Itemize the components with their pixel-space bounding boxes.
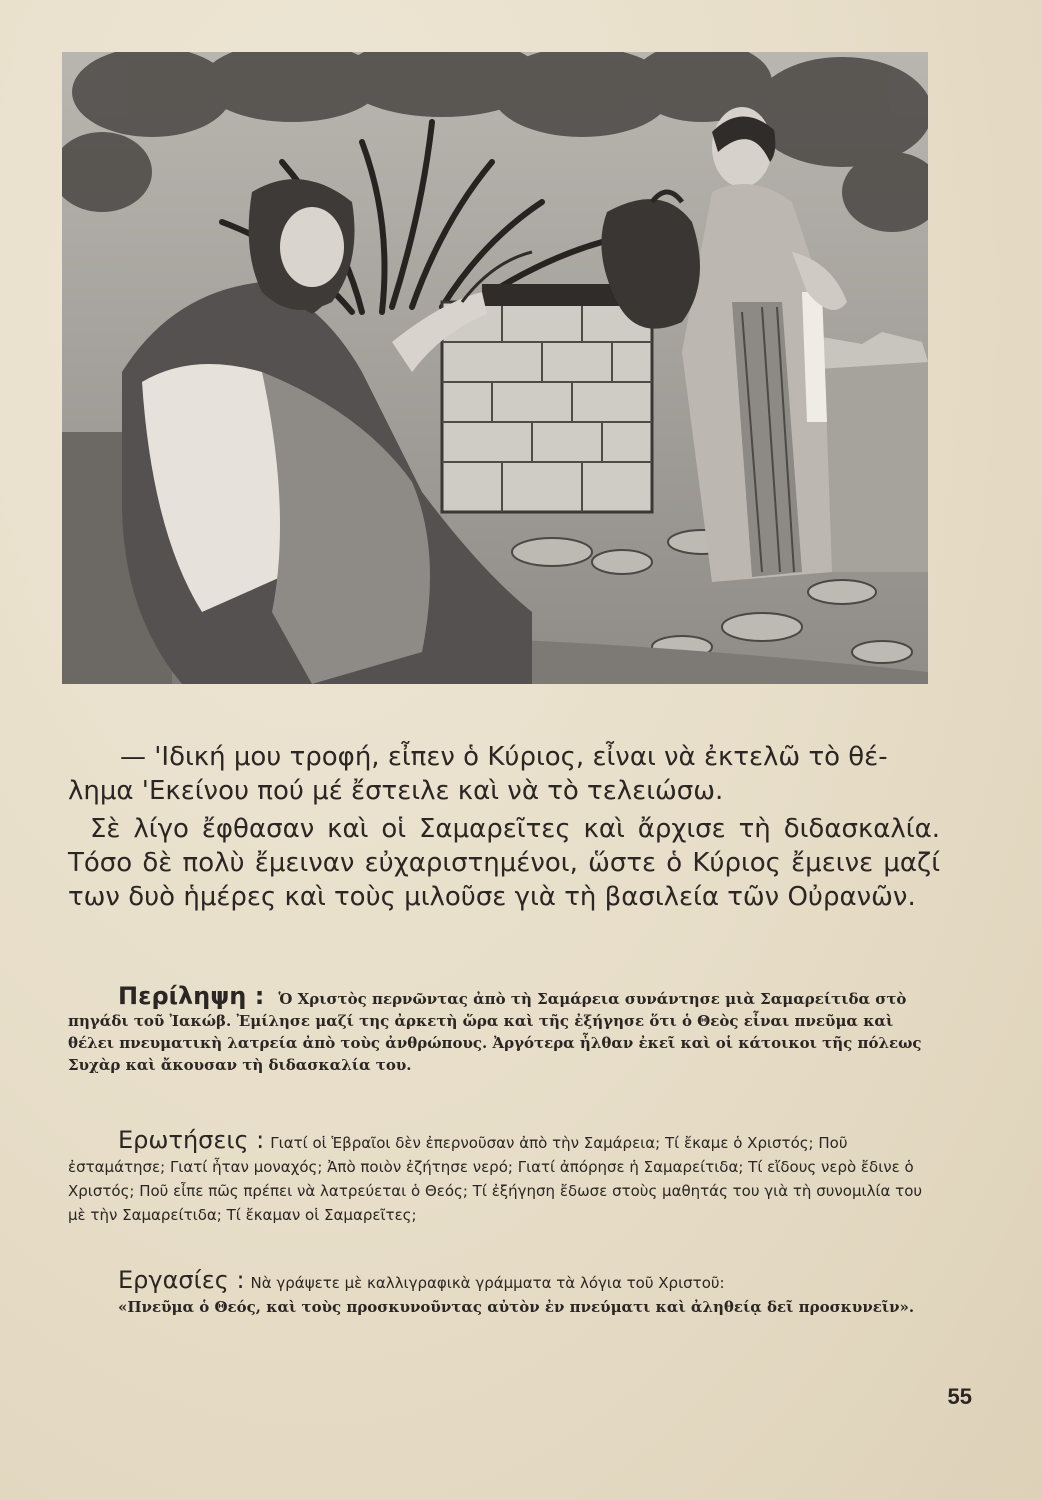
- tasks-text: Νὰ γράψετε μὲ καλλιγραφικὰ γράμματα τὰ λόγια τοῦ Χριστοῦ:: [250, 1274, 725, 1292]
- paragraph-dialogue: [68, 740, 940, 808]
- paragraph-dialogue-line2: λημα 'Εκείνου πού μέ ἔστειλε καὶ νὰ τὸ τελειώσω.: [68, 776, 724, 806]
- summary-text: Ὁ Χριστὸς περνῶντας ἀπὸ τὴ Σαμάρεια συνάντησε μιὰ Σαμαρείτιδα στὸ πηγάδι τοῦ Ἰακώβ. Ἐμίλησε μαζί της ἀρκετὴ ὥρα καὶ τῆς ἐξήγησε ὅτι ὁ Θεὸς εἶναι πνεῦμα καὶ θέλει πνευματικὴ λατρεία ἀπὸ τοὺς ἀνθρώπους. Ἀργότερα ἦλθαν ἐκεῖ καὶ οἱ κάτοικοι τῆς πόλεως Συχὰρ καὶ ἄκουσαν τὴ διδασκαλία του.: [68, 990, 922, 1074]
- summary-section: [68, 982, 940, 1076]
- page-number: 55: [947, 1384, 972, 1409]
- main-text: [68, 740, 940, 914]
- summary-heading: Περίληψη :: [118, 982, 265, 1010]
- tasks-quote: «Πνεῦμα ὁ Θεός, καὶ τοὺς προσκυνοῦντας αὐτὸν ἐν πνεύματι καὶ ἀληθείᾳ δεῖ προσκυνεῖν».: [118, 1298, 915, 1316]
- questions-text: Γιατί οἱ Ἑβραῖοι δὲν ἐπερνοῦσαν ἀπὸ τὴν Σαμάρεια; Τί ἔκαμε ὁ Χριστός; Ποῦ ἐσταμάτησε; Γιατί ἦταν μοναχός; Ἀπὸ ποιὸν ἐζήτησε νερό; Γιατί ἀπόρησε ἡ Σαμαρείτιδα; Τί εἴδους νερὸ ἔδινε ὁ Χριστός; Ποῦ εἶπε πῶς πρέπει νὰ λατρεύεται ὁ Θεός; Τί ἐξήγηση ἔδωσε στοὺς μαθητάς του γιὰ τὴ συνομιλία του μὲ τὴν Σαμαρείτιδα; Τί ἔκαμαν οἱ Σαμαρεῖτες;: [68, 1134, 923, 1224]
- questions-heading: Ερωτήσεις :: [118, 1126, 265, 1154]
- questions-section: [68, 1128, 940, 1227]
- tasks-heading: Εργασίες :: [118, 1266, 245, 1294]
- paragraph-samaritans: Σὲ λίγο ἔφθασαν καὶ οἱ Σαμαρεῖτες καὶ ἄρχισε τὴ διδασκαλία. Τόσο δὲ πολὺ ἔμειναν εὐχαριστημένοι, ὥστε ὁ Κύριος ἔμεινε μαζί των δυὸ ἡμέρες καὶ τοὺς μιλοῦσε γιὰ τὴ βασιλεία τῶν Οὐρανῶν.: [68, 814, 940, 912]
- illustration-jesus-samaritan-woman: [62, 52, 928, 684]
- paragraph-dialogue-line1: — 'Ιδική μου τροφή, εἶπεν ὁ Κύριος, εἶναι νὰ ἐκτελῶ τὸ θέ-: [120, 742, 888, 772]
- tasks-section: [68, 1268, 940, 1319]
- illustration-drawing: [62, 52, 928, 684]
